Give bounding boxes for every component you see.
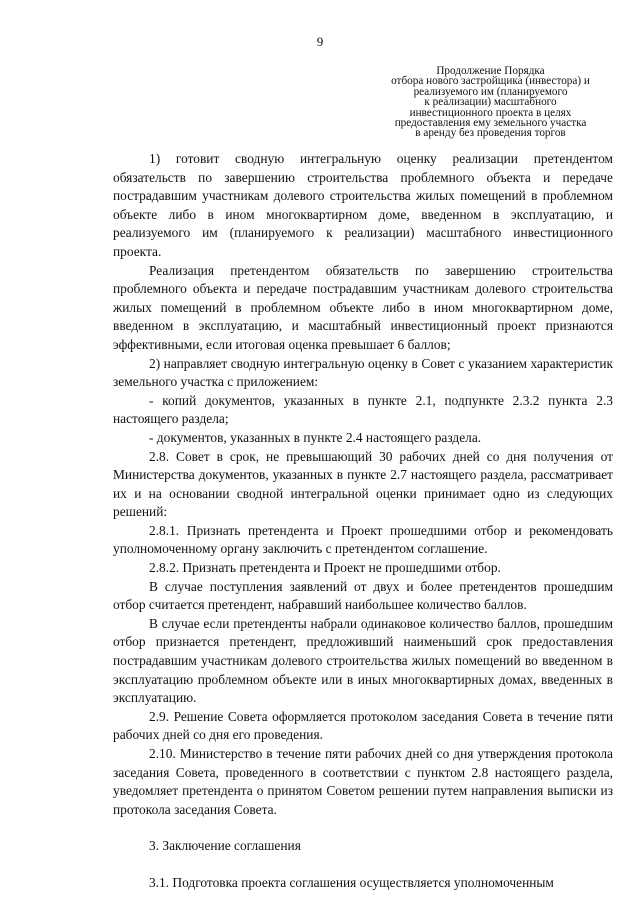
paragraph: 1) готовит сводную интегральную оценку реализации претендентом обязательств по завершению строительства проблемного объекта и передаче пострадавшим участникам долевого строительства жилых помещений в проблемном объекте либо в ином многоквартирном доме, введенном в эксплуатацию, и реализуемого им (планируемого к реализации) масштабного инвестиционного проекта. — [113, 151, 613, 259]
paragraph: 2.9. Решение Совета оформляется протоколом заседания Совета в течение пяти рабочих дней со дня его проведения. — [113, 708, 613, 743]
paragraph: 3.1. Подготовка проекта соглашения осуществляется уполномоченным — [149, 874, 554, 890]
document-header — [368, 66, 613, 139]
paragraph: В случае если претенденты набрали одинаковое количество баллов, прошедшим отбор признается претендент, предложивший наименьший срок предоставления пострадавшим участникам долевого строительства жилых помещений во введенном в эксплуатацию проблемном объекте или в иных многоквартирных домах, введенных в эксплуатацию. — [113, 615, 613, 706]
paragraph: 2.10. Министерство в течение пяти рабочих дней со дня утверждения протокола заседания Совета, проведенного в соответствии с пунктом 2.8 настоящего раздела, уведомляет претендента о принятом Советом решении путем направления выписки из протокола заседания Совета. — [113, 746, 613, 817]
document-body — [113, 150, 613, 893]
paragraph: - копий документов, указанных в пункте 2.1, подпункте 2.3.2 пункта 2.3 настоящего раздела; — [113, 392, 613, 427]
paragraph: 2.8.1. Признать претендента и Проект прошедшими отбор и рекомендовать уполномоченному органу заключить с претендентом соглашение. — [113, 522, 613, 557]
paragraph: В случае поступления заявлений от двух и более претендентов прошедшим отбор считается претендент, набравший наибольшее количество баллов. — [113, 578, 613, 613]
page-number: 9 — [316, 34, 324, 49]
section-title: 3. Заключение соглашения — [149, 838, 301, 854]
paragraph: 2) направляет сводную интегральную оценку в Совет с указанием характеристик земельного участка с приложением: — [113, 355, 613, 390]
paragraph: 2.8. Совет в срок, не превышающий 30 рабочих дней со дня получения от Министерства документов, указанных в пункте 2.7 настоящего раздела, рассматривает их и на основании сводной интегральной оценки принимает одно из следующих решений: — [113, 448, 613, 520]
section-spacer — [113, 856, 613, 874]
header-line: отбора нового застройщика (инвестора) и — [391, 75, 590, 88]
header-line: инвестиционного проекта в целях — [409, 106, 572, 119]
paragraph: 2.8.2. Признать претендента и Проект не прошедшими отбор. — [149, 560, 501, 576]
header-line: к реализации) масштабного — [424, 96, 557, 109]
header-line: предоставления ему земельного участка — [394, 117, 587, 130]
header-line: Продолжение Порядка — [436, 65, 545, 77]
paragraph: - документов, указанных в пункте 2.4 настоящего раздела. — [149, 429, 482, 445]
paragraph: Реализация претендентом обязательств по завершению строительства проблемного объекта и передаче пострадавшим участникам долевого строительства жилых помещений в проблемном объекте либо в ином многоквартирном доме, введенном в эксплуатацию, и масштабный инвестиционный проект признаются эффективными, если итоговая оценка превышает 6 баллов; — [113, 262, 613, 352]
header-line: в аренду без проведения торгов — [415, 127, 566, 140]
header-line: реализуемого им (планируемого — [413, 85, 568, 98]
section-spacer — [113, 819, 613, 837]
